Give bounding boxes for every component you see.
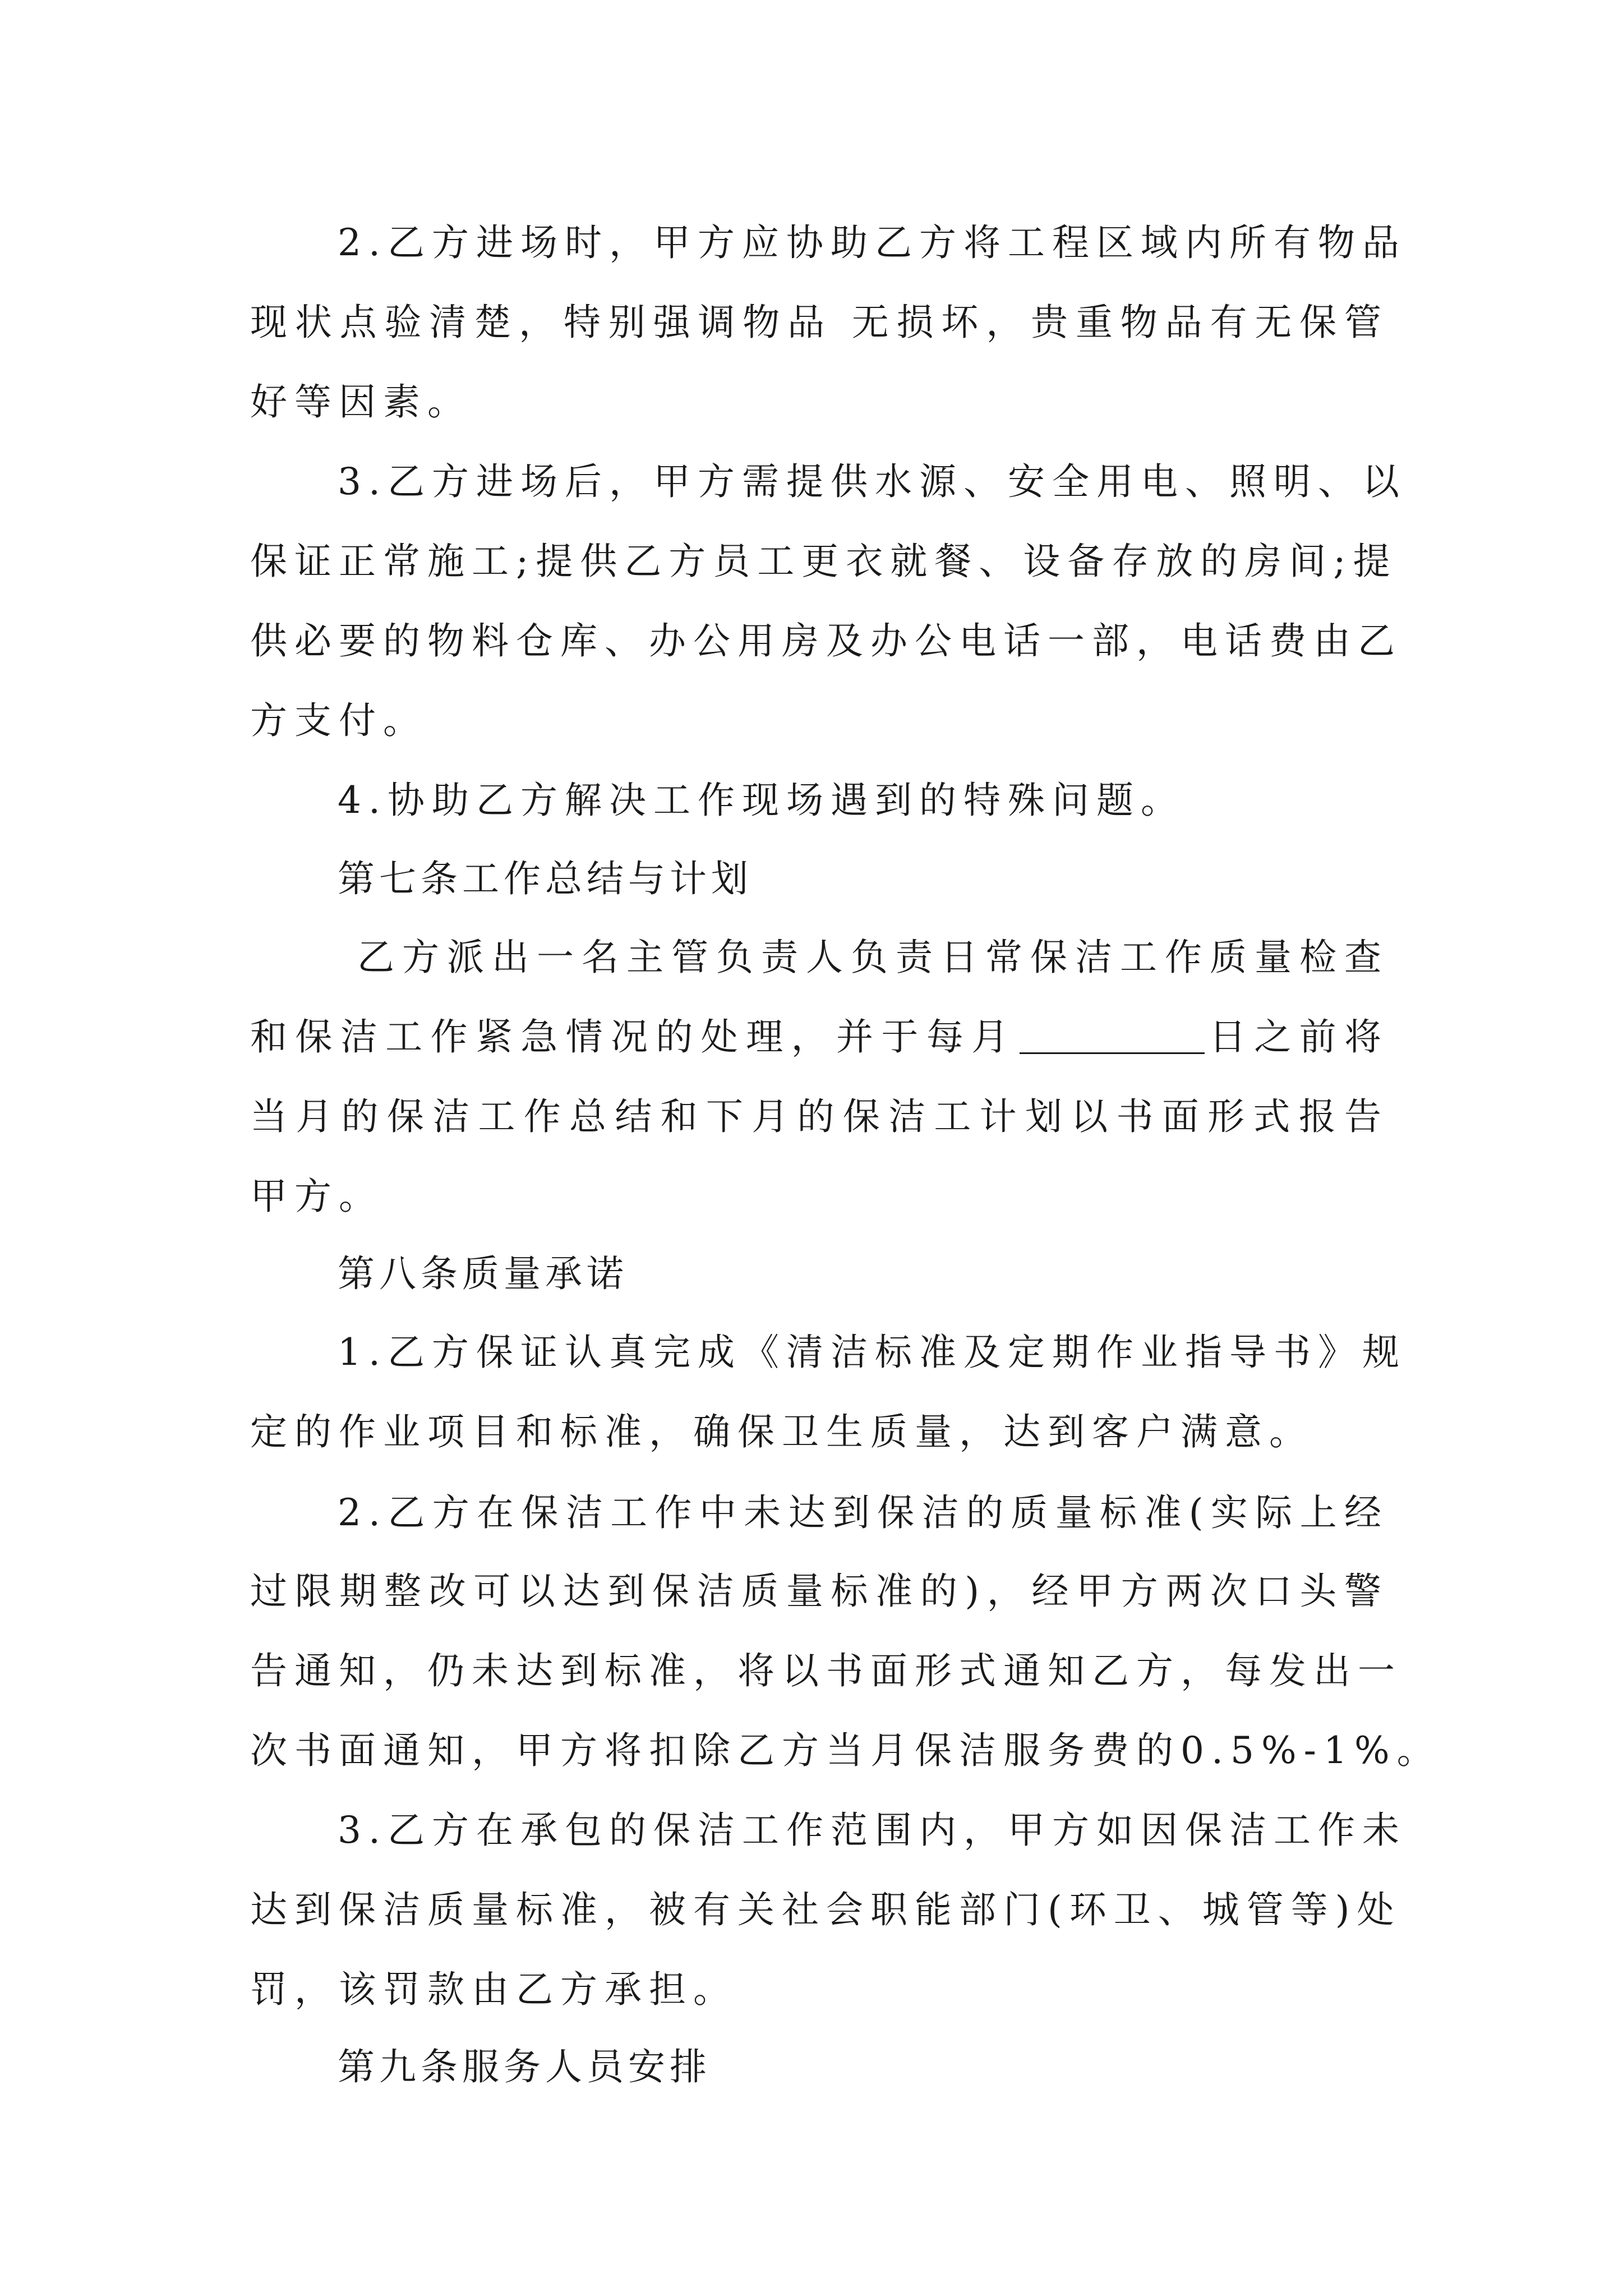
article7-heading: 第七条工作总结与计划 [338, 857, 753, 900]
fill-in-blank-day [1020, 1019, 1205, 1054]
article8-p2-line4: 次书面通知，甲方将扣除乙方当月保洁服务费的0.5%-1%。 [250, 1729, 1441, 1772]
article8-p3-line1: 3.乙方在承包的保洁工作范围内，甲方如因保洁工作未 [338, 1809, 1407, 1852]
article8-p2-line1: 2.乙方在保洁工作中未达到保洁的质量标准(实际上经 [338, 1491, 1389, 1534]
item2-line2: 现状点验清楚，特别强调物品 无损坏，贵重物品有无保管 [250, 301, 1389, 344]
article7-line3: 当月的保洁工作总结和下月的保洁工计划以书面形式报告 [250, 1095, 1389, 1138]
article7-line2 [250, 1012, 1389, 1062]
article8-heading: 第八条质量承诺 [338, 1252, 628, 1295]
article9-heading: 第九条服务人员安排 [338, 2045, 711, 2088]
item3-line1: 3.乙方进场后，甲方需提供水源、安全用电、照明、以 [338, 460, 1407, 503]
item4-line1: 4.协助乙方解决工作现场遇到的特殊问题。 [338, 779, 1185, 822]
item3-line3: 供必要的物料仓库、办公用房及办公电话一部，电话费由乙 [250, 619, 1402, 662]
item3-line2: 保证正常施工;提供乙方员工更衣就餐、设备存放的房间;提 [250, 540, 1398, 583]
article8-p3-line3: 罚，该罚款由乙方承担。 [250, 1968, 737, 2011]
article7-line4: 甲方。 [250, 1175, 383, 1218]
article8-p3-line2: 达到保洁质量标准，被有关社会职能部门(环卫、城管等)处 [250, 1888, 1401, 1931]
item2-line1: 2.乙方进场时，甲方应协助乙方将工程区域内所有物品 [338, 221, 1407, 264]
article8-p2-line3: 告通知，仍未达到标准，将以书面形式通知乙方，每发出一 [250, 1649, 1402, 1692]
article7-line2-after: 日之前将 [1208, 1015, 1389, 1059]
item2-line3: 好等因素。 [250, 380, 472, 424]
article8-p1-line2: 定的作业项目和标准，确保卫生质量，达到客户满意。 [250, 1410, 1313, 1453]
article7-line2-before: 和保洁工作紧急情况的处理，并于每月 [250, 1015, 1017, 1059]
article8-p1-line1: 1.乙方保证认真完成《清洁标准及定期作业指导书》规 [338, 1331, 1407, 1374]
article7-line1: 乙方派出一名主管负责人负责日常保洁工作质量检查 [338, 936, 1389, 979]
item3-line4: 方支付。 [250, 699, 427, 742]
article8-p2-line2: 过限期整改可以达到保洁质量标准的)，经甲方两次口头警 [250, 1570, 1389, 1613]
